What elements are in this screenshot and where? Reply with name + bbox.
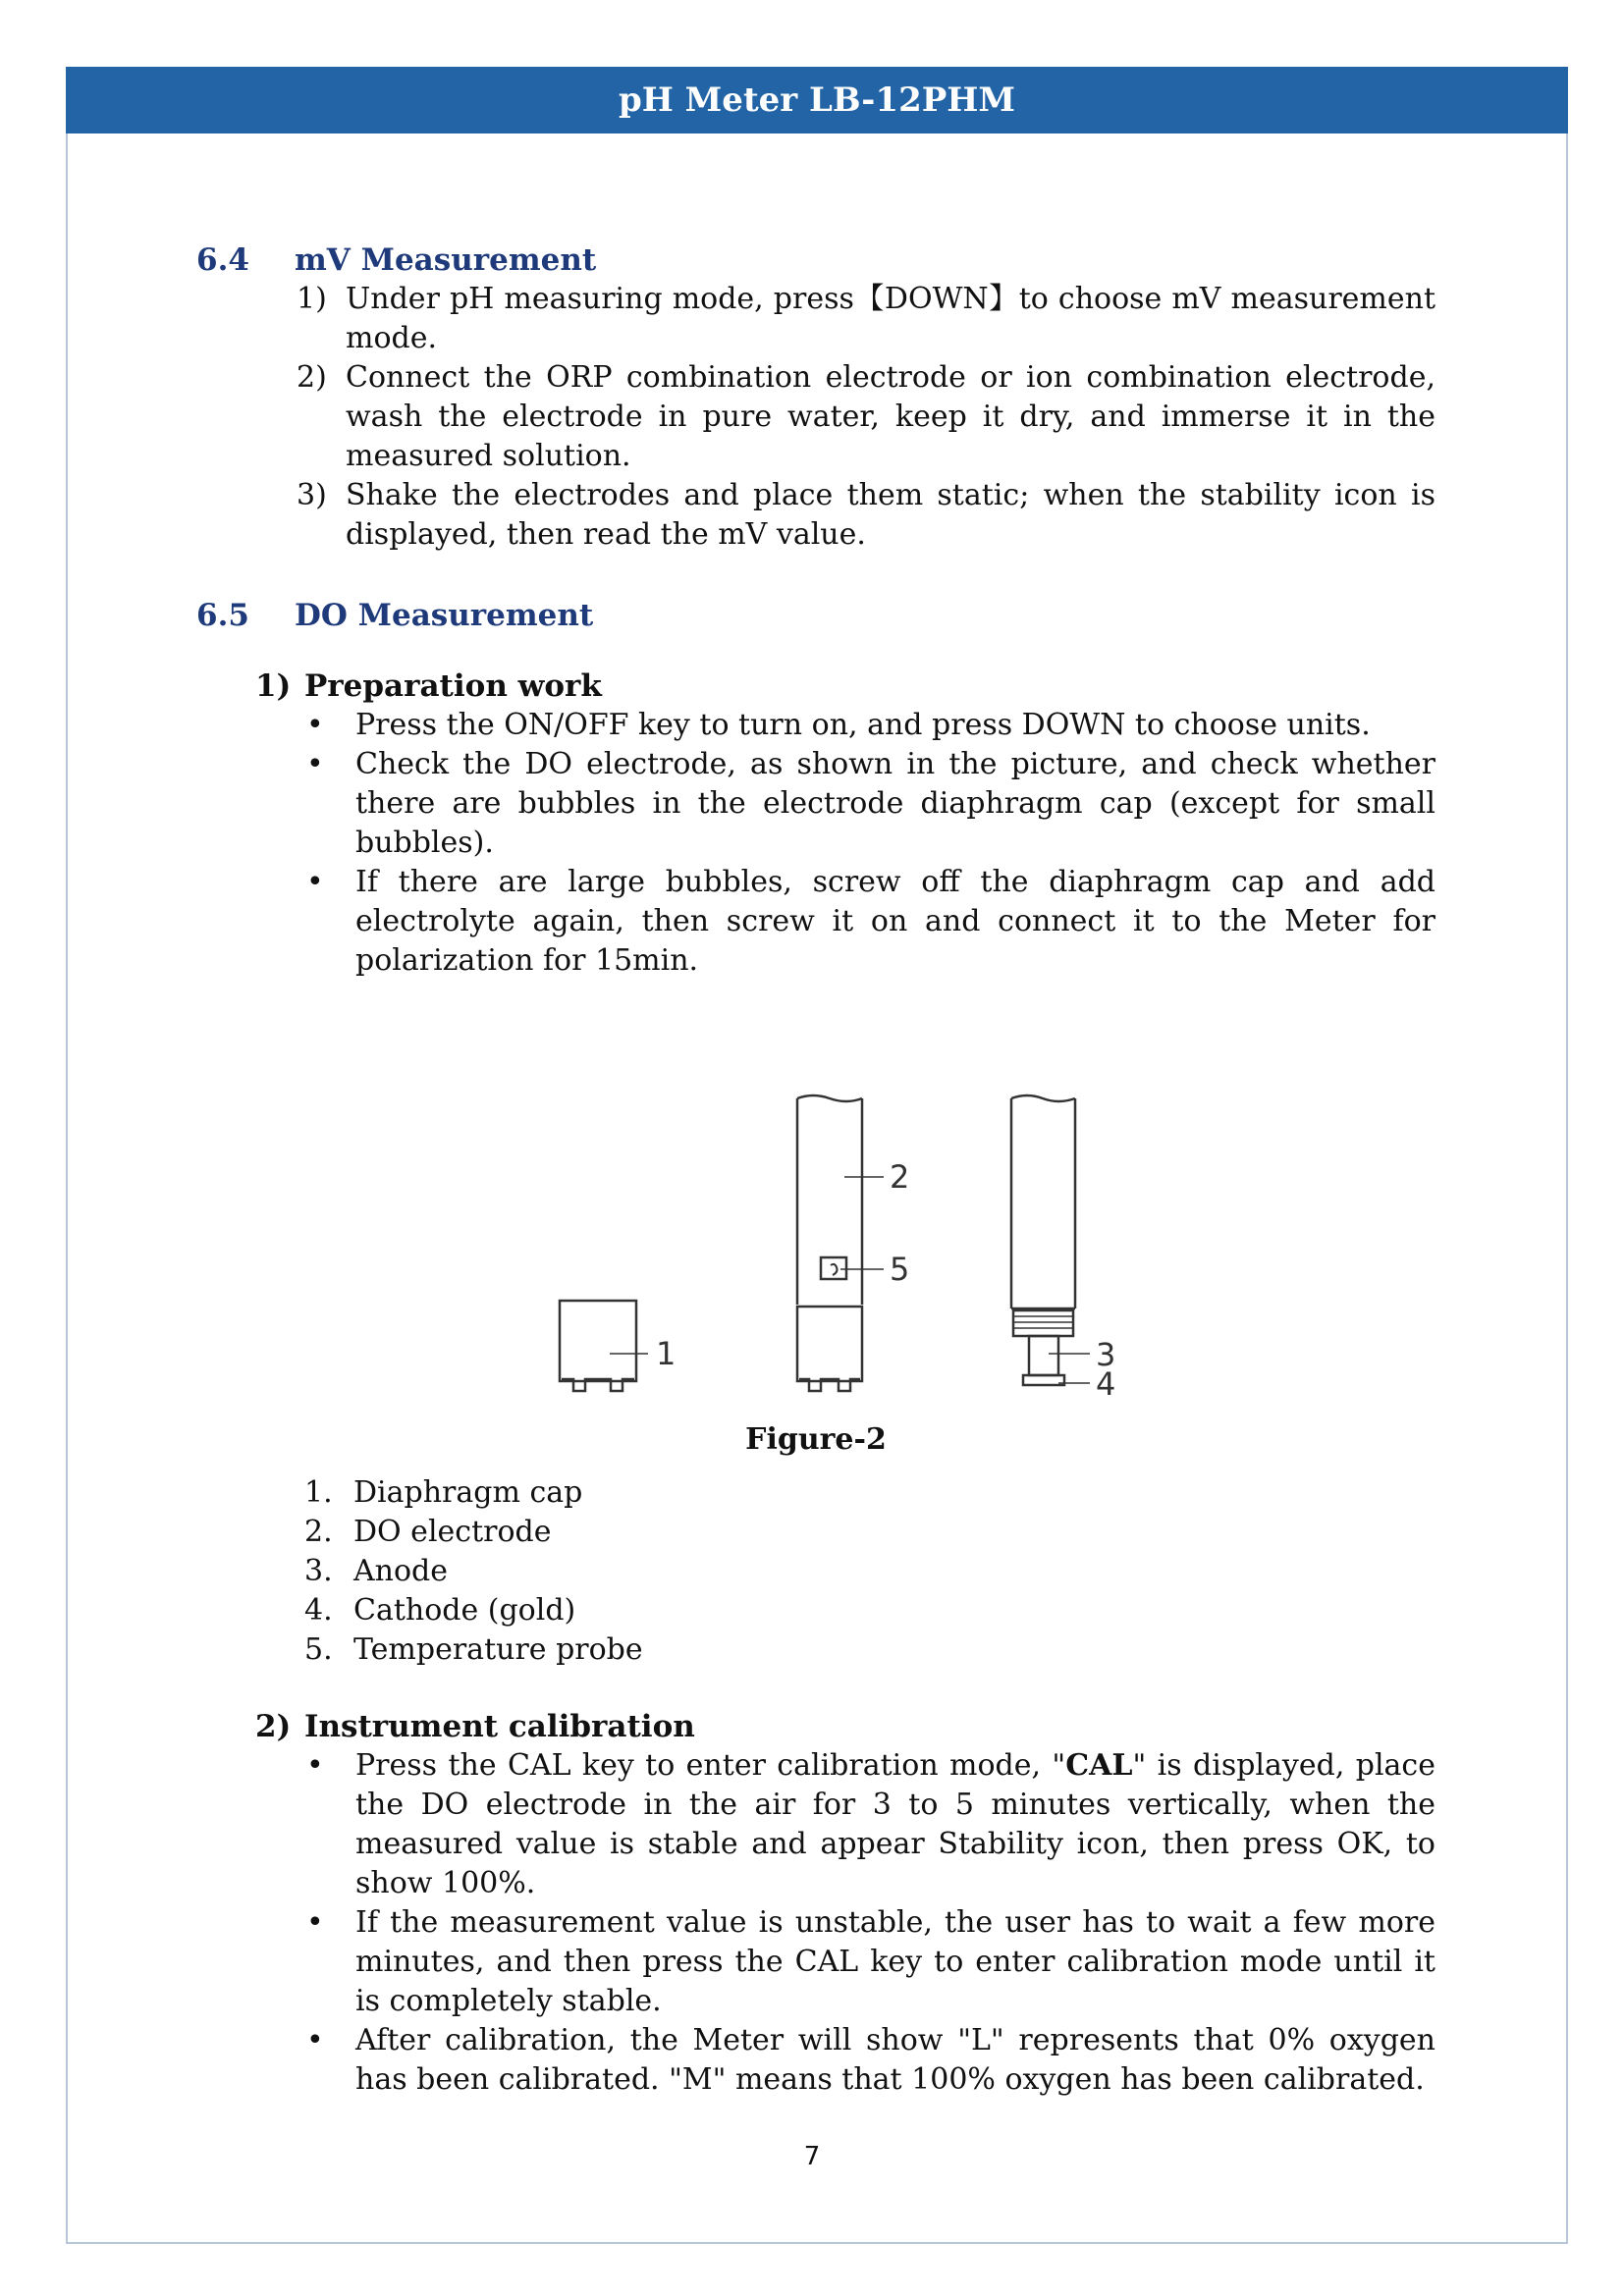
bullet-text: Check the DO electrode, as shown in the picture, and check whether there are bubbles in the electrode diaphragm cap (except for small bubbles). — [355, 747, 1435, 860]
step-text: Shake the electrodes and place them static; when the stability icon is displayed, then read the mV value. — [346, 478, 1435, 552]
section-6-4-heading — [196, 240, 1435, 280]
part-number: 3. — [304, 1554, 333, 1588]
list-item — [304, 2021, 1435, 2100]
header-bar — [66, 67, 1568, 133]
section-6-5-heading — [196, 596, 1435, 635]
preparation-bullets — [304, 706, 1435, 981]
bullet-icon: • — [306, 747, 324, 781]
bullet-icon: • — [306, 1905, 324, 1940]
step-number: 2) — [297, 360, 327, 395]
step-number: 3) — [297, 478, 327, 512]
subsection-number: 1) — [255, 668, 292, 704]
list-item — [304, 1746, 1435, 1903]
list-item — [297, 280, 1435, 358]
figure-label-4: 4 — [1096, 1365, 1116, 1403]
temperature-probe-window — [821, 1257, 846, 1279]
bullet-icon: • — [306, 865, 324, 899]
bullet-text: If there are large bubbles, screw off the diaphragm cap and add electrolyte again, then screw it on and connect it to the Meter for polarization for 15min. — [355, 865, 1435, 978]
list-item — [304, 1630, 1435, 1670]
temperature-probe-mark — [831, 1264, 838, 1275]
part-number: 1. — [304, 1475, 333, 1510]
section-number: 6.5 — [196, 598, 249, 633]
list-item — [304, 706, 1435, 745]
figure-label-3: 3 — [1096, 1336, 1116, 1373]
calibration-bullets — [304, 1746, 1435, 2100]
bullet-text: If the measurement value is unstable, the user has to wait a few more minutes, and then press the CAL key to enter calibration mode until it is completely stable. — [355, 1905, 1435, 2018]
list-item — [297, 358, 1435, 476]
figure-parts-list — [304, 1473, 1435, 1670]
text-fragment: Press the CAL key to enter calibration mode, " — [355, 1748, 1066, 1783]
section-title: DO Measurement — [295, 598, 594, 633]
list-item — [304, 745, 1435, 863]
bullet-icon: • — [306, 708, 324, 742]
list-item — [304, 1552, 1435, 1591]
list-item — [304, 1903, 1435, 2021]
bullet-icon: • — [306, 1748, 324, 1783]
preparation-heading — [255, 667, 1435, 706]
page-number: 7 — [803, 2142, 821, 2171]
anode-shape — [1029, 1336, 1058, 1375]
bullet-text — [355, 1746, 1435, 1903]
cathode-shape — [1023, 1375, 1064, 1385]
electrode-diagram — [196, 990, 1435, 1481]
part-number: 2. — [304, 1515, 333, 1549]
bullet-icon: • — [306, 2023, 324, 2057]
page-content — [196, 240, 1435, 2100]
electrode-top-break — [797, 1095, 862, 1101]
document-title: pH Meter LB-12PHM — [618, 80, 1016, 120]
electrode-body-sides — [797, 1098, 862, 1305]
electrode-top-break-right — [1011, 1095, 1075, 1101]
cal-display-text: CAL — [1065, 1748, 1133, 1783]
bullet-text: After calibration, the Meter will show "L" represents that 0% oxygen has been calibrated. "M" means that 100% oxygen has been calibrated. — [355, 2023, 1435, 2097]
part-name: Diaphragm cap — [353, 1475, 583, 1510]
list-item — [304, 1591, 1435, 1630]
figure-caption: Figure-2 — [745, 1422, 887, 1457]
diaphragm-cap-shape — [560, 1301, 636, 1381]
figure-label-2: 2 — [890, 1158, 910, 1196]
subsection-title: Preparation work — [304, 668, 602, 704]
part-name: Temperature probe — [353, 1632, 643, 1667]
list-item — [297, 476, 1435, 555]
list-item — [304, 1513, 1435, 1552]
part-number: 4. — [304, 1593, 333, 1628]
electrode-body-sides-right — [1011, 1098, 1075, 1308]
text-fragment: " is displayed, place the DO electrode in the air for 3 to 5 minutes vertically, when the measured value is stable and appear Stability icon, then press OK, to show 100%. — [355, 1748, 1435, 1900]
step-number: 1) — [297, 282, 327, 316]
thread-lines — [1013, 1316, 1073, 1328]
part-name: DO electrode — [353, 1515, 552, 1549]
subsection-title: Instrument calibration — [304, 1709, 695, 1744]
subsection-number: 2) — [255, 1709, 292, 1744]
calibration-heading — [255, 1707, 1435, 1746]
bullet-text: Press the ON/OFF key to turn on, and press DOWN to choose units. — [355, 708, 1371, 742]
step-text: Connect the ORP combination electrode or ion combination electrode, wash the electrode in pure water, keep it dry, and immerse it in the measured solution. — [346, 360, 1435, 473]
mv-steps-list — [297, 280, 1435, 555]
part-name: Cathode (gold) — [353, 1593, 576, 1628]
section-title: mV Measurement — [295, 242, 597, 278]
step-text: Under pH measuring mode, press【DOWN】to choose mV measurement mode. — [346, 282, 1435, 355]
do-electrode-figure — [196, 990, 1435, 1481]
part-name: Anode — [353, 1554, 449, 1588]
thread-section — [1013, 1310, 1073, 1336]
section-number: 6.4 — [196, 242, 249, 278]
figure-label-1: 1 — [656, 1335, 677, 1372]
list-item — [304, 863, 1435, 981]
electrode-cap-shape — [797, 1307, 862, 1381]
part-number: 5. — [304, 1632, 333, 1667]
figure-label-5: 5 — [890, 1251, 910, 1288]
